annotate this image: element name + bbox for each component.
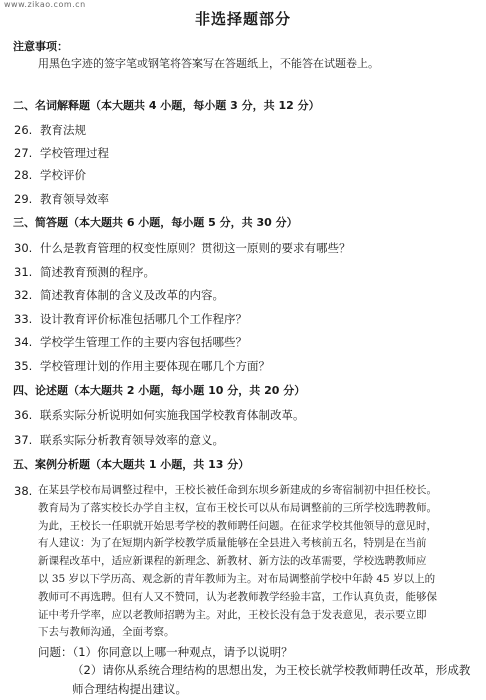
- case-line: 为此，王校长一任职就开始思考学校的教师聘任问题。在征求学校其他领导的意见时，: [38, 519, 437, 532]
- question-text: 教育法规: [40, 123, 86, 137]
- case-prompt: [38, 644, 293, 660]
- case-line: 以 35 岁以下学历高、观念新的青年教师为主。对布局调整前学校中年龄 45 岁以上的: [38, 572, 436, 585]
- question-32: [14, 287, 224, 303]
- question-number: 28.: [14, 168, 33, 182]
- question-number: 27.: [14, 146, 33, 160]
- page-title: 非选择题部分: [194, 10, 291, 28]
- section-heading-terms: 二、名词解释题（本大题共 4 小题，每小题 3 分，共 12 分）: [13, 99, 320, 112]
- question-34: [14, 334, 247, 350]
- question-number: 30.: [14, 241, 33, 255]
- case-line: 有人建议：为了在短期内新学校教学质量能够在全县进入考核前五名，特别是在当前: [38, 537, 427, 550]
- question-33: [14, 311, 247, 327]
- question-text: 联系实际分析教育领导效率的意义。: [40, 433, 224, 447]
- question-number: 29.: [14, 192, 33, 206]
- case-line: 教育局为了落实校长办学自主权，宣布王校长可以从布局调整前的三所学校选聘教师。: [38, 501, 437, 514]
- question-text: 设计教育评价标准包括哪几个工作程序？: [40, 312, 247, 326]
- question-text: 学校管理计划的作用主要体现在哪几个方面？: [40, 359, 270, 373]
- sub-question-1: （1）你同意以上哪一种观点，请予以说明？: [72, 645, 293, 659]
- question-number: 31.: [14, 265, 33, 279]
- case-line: 在某县学校布局调整过程中，王校长被任命到东坝乡新建成的乡寄宿制初中担任校长。: [38, 484, 437, 496]
- question-text: 学校评价: [40, 168, 86, 182]
- question-number: 32.: [14, 288, 33, 302]
- section-heading-essay: 四、论述题（本大题共 2 小题，每小题 10 分，共 20 分）: [13, 384, 306, 397]
- question-38-number: 38.: [14, 484, 33, 498]
- question-number: 35.: [14, 359, 33, 373]
- question-number: 34.: [14, 335, 33, 349]
- question-text: 什么是教育管理的权变性原则？贯彻这一原则的要求有哪些？: [40, 241, 351, 255]
- question-text: 学校管理过程: [40, 146, 109, 160]
- question-35: [14, 358, 270, 374]
- question-text: 简述教育体制的含义及改革的内容。: [40, 288, 224, 302]
- section-heading-short-answer: 三、简答题（本大题共 6 小题，每小题 5 分，共 30 分）: [13, 216, 298, 229]
- question-26: [14, 122, 86, 138]
- question-number: 37.: [14, 433, 33, 447]
- case-line: 证中考升学率，应以老教师招聘为主。对此，王校长没有急于发表意见，表示要立即: [38, 608, 427, 621]
- question-36: [14, 407, 305, 423]
- prompt-label: 问题：: [38, 645, 73, 659]
- question-30: [14, 240, 351, 256]
- notice-body: 用黑色字迹的签字笔或钢笔将答案写在答题纸上，不能答在试题卷上。: [38, 57, 379, 70]
- question-text: 联系实际分析说明如何实施我国学校教育体制改革。: [40, 408, 305, 422]
- case-text: [38, 482, 478, 642]
- question-text: 简述教育预测的程序。: [40, 265, 155, 279]
- section-heading-case-analysis: 五、案例分析题（本大题共 1 小题，共 13 分）: [13, 458, 250, 471]
- question-number: 36.: [14, 408, 33, 422]
- question-27: [14, 145, 109, 161]
- case-line: 新课程改革中，适应新课程的新理念、新教材、新方法的改革需要，学校选聘教师应: [38, 555, 427, 568]
- question-31: [14, 264, 155, 280]
- question-37: [14, 432, 224, 448]
- notice-heading: 注意事项：: [13, 40, 68, 53]
- question-text: 教育领导效率: [40, 192, 109, 206]
- question-29: [14, 191, 109, 207]
- sub-question-2: （2）请你从系统合理结构的思想出发，为王校长就学校教师聘任改革，形成教师合理结构提出建议。: [72, 663, 471, 696]
- case-line: 下去与教师沟通，全面考察。: [38, 626, 175, 639]
- watermark: www.zikao.com.cn: [4, 0, 86, 9]
- question-number: 33.: [14, 312, 33, 326]
- question-number: 26.: [14, 123, 33, 137]
- question-text: 学校学生管理工作的主要内容包括哪些？: [40, 335, 247, 349]
- question-28: [14, 167, 86, 183]
- case-line: 教师可不再选聘。但有人又不赞同，认为老教师教学经验丰富，工作认真负责，能够保: [38, 590, 437, 603]
